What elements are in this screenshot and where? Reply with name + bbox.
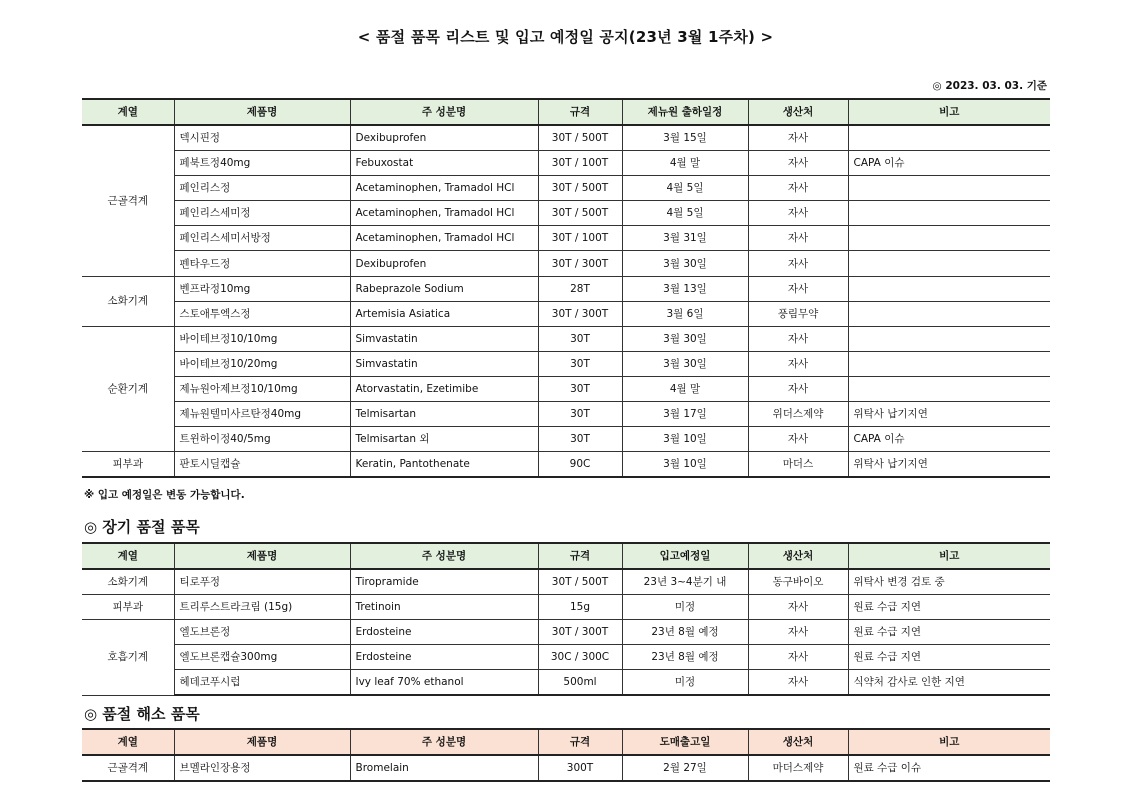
table-cell: 30T bbox=[538, 402, 622, 427]
table-cell bbox=[848, 125, 1050, 151]
table-row bbox=[82, 251, 1050, 276]
table-cell: 엘도브론캡슐300mg bbox=[174, 645, 350, 670]
table-cell: 90C bbox=[538, 452, 622, 478]
table-cell: Telmisartan bbox=[350, 402, 538, 427]
column-header: 제뉴원 출하일정 bbox=[622, 99, 748, 125]
column-header: 계열 bbox=[82, 729, 174, 755]
table-cell: 500ml bbox=[538, 670, 622, 696]
table-cell: 헤데코푸시럽 bbox=[174, 670, 350, 696]
table-row bbox=[82, 226, 1050, 251]
table-row bbox=[82, 645, 1050, 670]
table-cell: 30T bbox=[538, 376, 622, 401]
notice-text: ※ 입고 예정일은 변동 가능합니다. bbox=[84, 489, 245, 501]
table-cell: 미정 bbox=[622, 595, 748, 620]
table-cell: Dexibuprofen bbox=[350, 251, 538, 276]
table-cell: 3월 17일 bbox=[622, 402, 748, 427]
table-cell: 덱시핀정 bbox=[174, 125, 350, 151]
table-cell: 3월 10일 bbox=[622, 452, 748, 478]
table-cell bbox=[848, 376, 1050, 401]
column-header: 주 성분명 bbox=[350, 729, 538, 755]
table-cell: 30T bbox=[538, 326, 622, 351]
table-cell bbox=[848, 301, 1050, 326]
table-cell: 28T bbox=[538, 276, 622, 301]
table-row bbox=[82, 276, 1050, 301]
table-cell: 페인리스세미서방정 bbox=[174, 226, 350, 251]
table-row bbox=[82, 301, 1050, 326]
table-cell: 마더스 bbox=[748, 452, 848, 478]
table-cell: 3월 31일 bbox=[622, 226, 748, 251]
column-header: 제품명 bbox=[174, 543, 350, 569]
table-cell: 자사 bbox=[748, 326, 848, 351]
table-row bbox=[82, 427, 1050, 452]
table-cell: 트윈하이정40/5mg bbox=[174, 427, 350, 452]
table-cell: 엘도브론정 bbox=[174, 620, 350, 645]
table-row bbox=[82, 755, 1050, 781]
table-cell: 2월 27일 bbox=[622, 755, 748, 781]
table-cell bbox=[848, 226, 1050, 251]
category-cell: 피부과 bbox=[82, 452, 174, 478]
column-header: 도매출고일 bbox=[622, 729, 748, 755]
table-cell: Erdosteine bbox=[350, 645, 538, 670]
table-cell: 3월 30일 bbox=[622, 326, 748, 351]
table-cell bbox=[848, 276, 1050, 301]
column-header: 규격 bbox=[538, 543, 622, 569]
table-cell: 위더스제약 bbox=[748, 402, 848, 427]
table-cell: 제뉴원아제브정10/10mg bbox=[174, 376, 350, 401]
table-row bbox=[82, 376, 1050, 401]
table-cell bbox=[848, 201, 1050, 226]
table-cell: Dexibuprofen bbox=[350, 125, 538, 151]
resolved-table bbox=[82, 728, 1050, 782]
table-cell: 23년 3~4분기 내 bbox=[622, 569, 748, 595]
table-row bbox=[82, 151, 1050, 176]
table-cell: CAPA 이슈 bbox=[848, 427, 1050, 452]
table-cell: 벤프라정10mg bbox=[174, 276, 350, 301]
table-cell: Febuxostat bbox=[350, 151, 538, 176]
table-cell: Telmisartan 외 bbox=[350, 427, 538, 452]
table-cell: 자사 bbox=[748, 670, 848, 696]
table-cell: 원료 수급 지연 bbox=[848, 645, 1050, 670]
table-cell: 자사 bbox=[748, 176, 848, 201]
page-title: < 품절 품목 리스트 및 입고 예정일 공지(23년 3월 1주차) > bbox=[357, 28, 774, 46]
table-cell: 페인리스세미정 bbox=[174, 201, 350, 226]
table-cell bbox=[848, 176, 1050, 201]
table-cell: 식약처 감사로 인한 지연 bbox=[848, 670, 1050, 696]
table-cell: 자사 bbox=[748, 151, 848, 176]
table-cell: 30T / 300T bbox=[538, 301, 622, 326]
table-cell: 자사 bbox=[748, 276, 848, 301]
table-cell: 30T / 500T bbox=[538, 201, 622, 226]
out-of-stock-table bbox=[82, 98, 1050, 478]
table-cell: Simvastatin bbox=[350, 351, 538, 376]
table-row bbox=[82, 452, 1050, 478]
table-cell bbox=[848, 326, 1050, 351]
table-cell: Acetaminophen, Tramadol HCl bbox=[350, 176, 538, 201]
table-cell: 30T / 300T bbox=[538, 620, 622, 645]
column-header: 생산처 bbox=[748, 729, 848, 755]
table-cell: 자사 bbox=[748, 201, 848, 226]
table-cell: 3월 10일 bbox=[622, 427, 748, 452]
table-cell: 바이테브정10/10mg bbox=[174, 326, 350, 351]
table-cell: 300T bbox=[538, 755, 622, 781]
table-cell: 페인리스정 bbox=[174, 176, 350, 201]
table-row bbox=[82, 201, 1050, 226]
table-cell: Acetaminophen, Tramadol HCl bbox=[350, 226, 538, 251]
table-cell: 자사 bbox=[748, 226, 848, 251]
table-cell: 풍림무약 bbox=[748, 301, 848, 326]
column-header: 주 성분명 bbox=[350, 99, 538, 125]
table-cell: Erdosteine bbox=[350, 620, 538, 645]
table-cell: 30C / 300C bbox=[538, 645, 622, 670]
section-title-long-term: ◎ 장기 품절 품목 bbox=[84, 518, 200, 536]
table-cell: Rabeprazole Sodium bbox=[350, 276, 538, 301]
table-row bbox=[82, 326, 1050, 351]
table-cell: 페북트정40mg bbox=[174, 151, 350, 176]
table-cell: 마더스제약 bbox=[748, 755, 848, 781]
table-header-row bbox=[82, 729, 1050, 755]
table-cell: 원료 수급 이슈 bbox=[848, 755, 1050, 781]
table-cell: 30T bbox=[538, 427, 622, 452]
table-cell: 3월 30일 bbox=[622, 251, 748, 276]
table-cell: 3월 6일 bbox=[622, 301, 748, 326]
reference-date: ◎ 2023. 03. 03. 기준 bbox=[932, 80, 1047, 92]
table-cell: 4월 말 bbox=[622, 376, 748, 401]
column-header: 비고 bbox=[848, 543, 1050, 569]
table-row bbox=[82, 176, 1050, 201]
section-title-resolved: ◎ 품절 해소 품목 bbox=[84, 705, 200, 723]
table-row bbox=[82, 595, 1050, 620]
table-row bbox=[82, 125, 1050, 151]
table-row bbox=[82, 402, 1050, 427]
table-cell: Artemisia Asiatica bbox=[350, 301, 538, 326]
table-cell: 15g bbox=[538, 595, 622, 620]
table-cell: Bromelain bbox=[350, 755, 538, 781]
category-cell: 근골격계 bbox=[82, 755, 174, 781]
table-cell: 자사 bbox=[748, 376, 848, 401]
table-cell bbox=[848, 251, 1050, 276]
column-header: 비고 bbox=[848, 99, 1050, 125]
column-header: 생산처 bbox=[748, 99, 848, 125]
table-cell: 23년 8월 예정 bbox=[622, 620, 748, 645]
table-cell: 동구바이오 bbox=[748, 569, 848, 595]
table-cell: 스토애투엑스정 bbox=[174, 301, 350, 326]
table-cell: 자사 bbox=[748, 251, 848, 276]
table-cell: 자사 bbox=[748, 620, 848, 645]
column-header: 규격 bbox=[538, 729, 622, 755]
table-cell: 위탁사 변경 검토 중 bbox=[848, 569, 1050, 595]
table-cell: Tretinoin bbox=[350, 595, 538, 620]
table-cell: Ivy leaf 70% ethanol bbox=[350, 670, 538, 696]
table-cell: 자사 bbox=[748, 125, 848, 151]
column-header: 제품명 bbox=[174, 99, 350, 125]
column-header: 제품명 bbox=[174, 729, 350, 755]
table-cell bbox=[848, 351, 1050, 376]
table-row bbox=[82, 351, 1050, 376]
table-cell: 자사 bbox=[748, 645, 848, 670]
column-header: 규격 bbox=[538, 99, 622, 125]
table-row bbox=[82, 670, 1050, 696]
table-cell: 브멜라인장용정 bbox=[174, 755, 350, 781]
table-cell: 4월 5일 bbox=[622, 201, 748, 226]
table-cell: 원료 수급 지연 bbox=[848, 595, 1050, 620]
table-cell: 자사 bbox=[748, 427, 848, 452]
table-cell: 30T / 500T bbox=[538, 125, 622, 151]
table-header-row bbox=[82, 543, 1050, 569]
category-cell: 피부과 bbox=[82, 595, 174, 620]
table-cell: 4월 말 bbox=[622, 151, 748, 176]
table-cell: Tiropramide bbox=[350, 569, 538, 595]
table-cell: 30T bbox=[538, 351, 622, 376]
category-cell: 순환기계 bbox=[82, 326, 174, 451]
column-header: 비고 bbox=[848, 729, 1050, 755]
table-header-row bbox=[82, 99, 1050, 125]
table-cell: CAPA 이슈 bbox=[848, 151, 1050, 176]
column-header: 입고예정일 bbox=[622, 543, 748, 569]
table-cell: 펜타우드정 bbox=[174, 251, 350, 276]
table-cell: 30T / 100T bbox=[538, 151, 622, 176]
table-cell: 트리루스트라크림 (15g) bbox=[174, 595, 350, 620]
table-cell: 23년 8월 예정 bbox=[622, 645, 748, 670]
table-cell: Acetaminophen, Tramadol HCl bbox=[350, 201, 538, 226]
column-header: 생산처 bbox=[748, 543, 848, 569]
column-header: 계열 bbox=[82, 99, 174, 125]
table-cell: 30T / 500T bbox=[538, 176, 622, 201]
table-cell: 판토시딜캡슐 bbox=[174, 452, 350, 478]
table-row bbox=[82, 620, 1050, 645]
table-cell: 원료 수급 지연 bbox=[848, 620, 1050, 645]
table-cell: Keratin, Pantothenate bbox=[350, 452, 538, 478]
long-term-out-of-stock-table bbox=[82, 542, 1050, 696]
table-row bbox=[82, 569, 1050, 595]
category-cell: 호흡기계 bbox=[82, 620, 174, 696]
category-cell: 소화기계 bbox=[82, 276, 174, 326]
table-cell: 4월 5일 bbox=[622, 176, 748, 201]
table-cell: 바이테브정10/20mg bbox=[174, 351, 350, 376]
table-cell: 3월 15일 bbox=[622, 125, 748, 151]
table-cell: 자사 bbox=[748, 351, 848, 376]
table-cell: 30T / 500T bbox=[538, 569, 622, 595]
table-cell: 티로푸정 bbox=[174, 569, 350, 595]
table-cell: 미정 bbox=[622, 670, 748, 696]
category-cell: 소화기계 bbox=[82, 569, 174, 595]
table-cell: 30T / 300T bbox=[538, 251, 622, 276]
table-cell: Simvastatin bbox=[350, 326, 538, 351]
table-cell: Atorvastatin, Ezetimibe bbox=[350, 376, 538, 401]
table-cell: 위탁사 납기지연 bbox=[848, 452, 1050, 478]
table-cell: 3월 30일 bbox=[622, 351, 748, 376]
table-cell: 30T / 100T bbox=[538, 226, 622, 251]
table-cell: 위탁사 납기지연 bbox=[848, 402, 1050, 427]
category-cell: 근골격계 bbox=[82, 125, 174, 276]
table-cell: 제뉴원텔미사르탄정40mg bbox=[174, 402, 350, 427]
column-header: 주 성분명 bbox=[350, 543, 538, 569]
column-header: 계열 bbox=[82, 543, 174, 569]
table-cell: 3월 13일 bbox=[622, 276, 748, 301]
table-cell: 자사 bbox=[748, 595, 848, 620]
